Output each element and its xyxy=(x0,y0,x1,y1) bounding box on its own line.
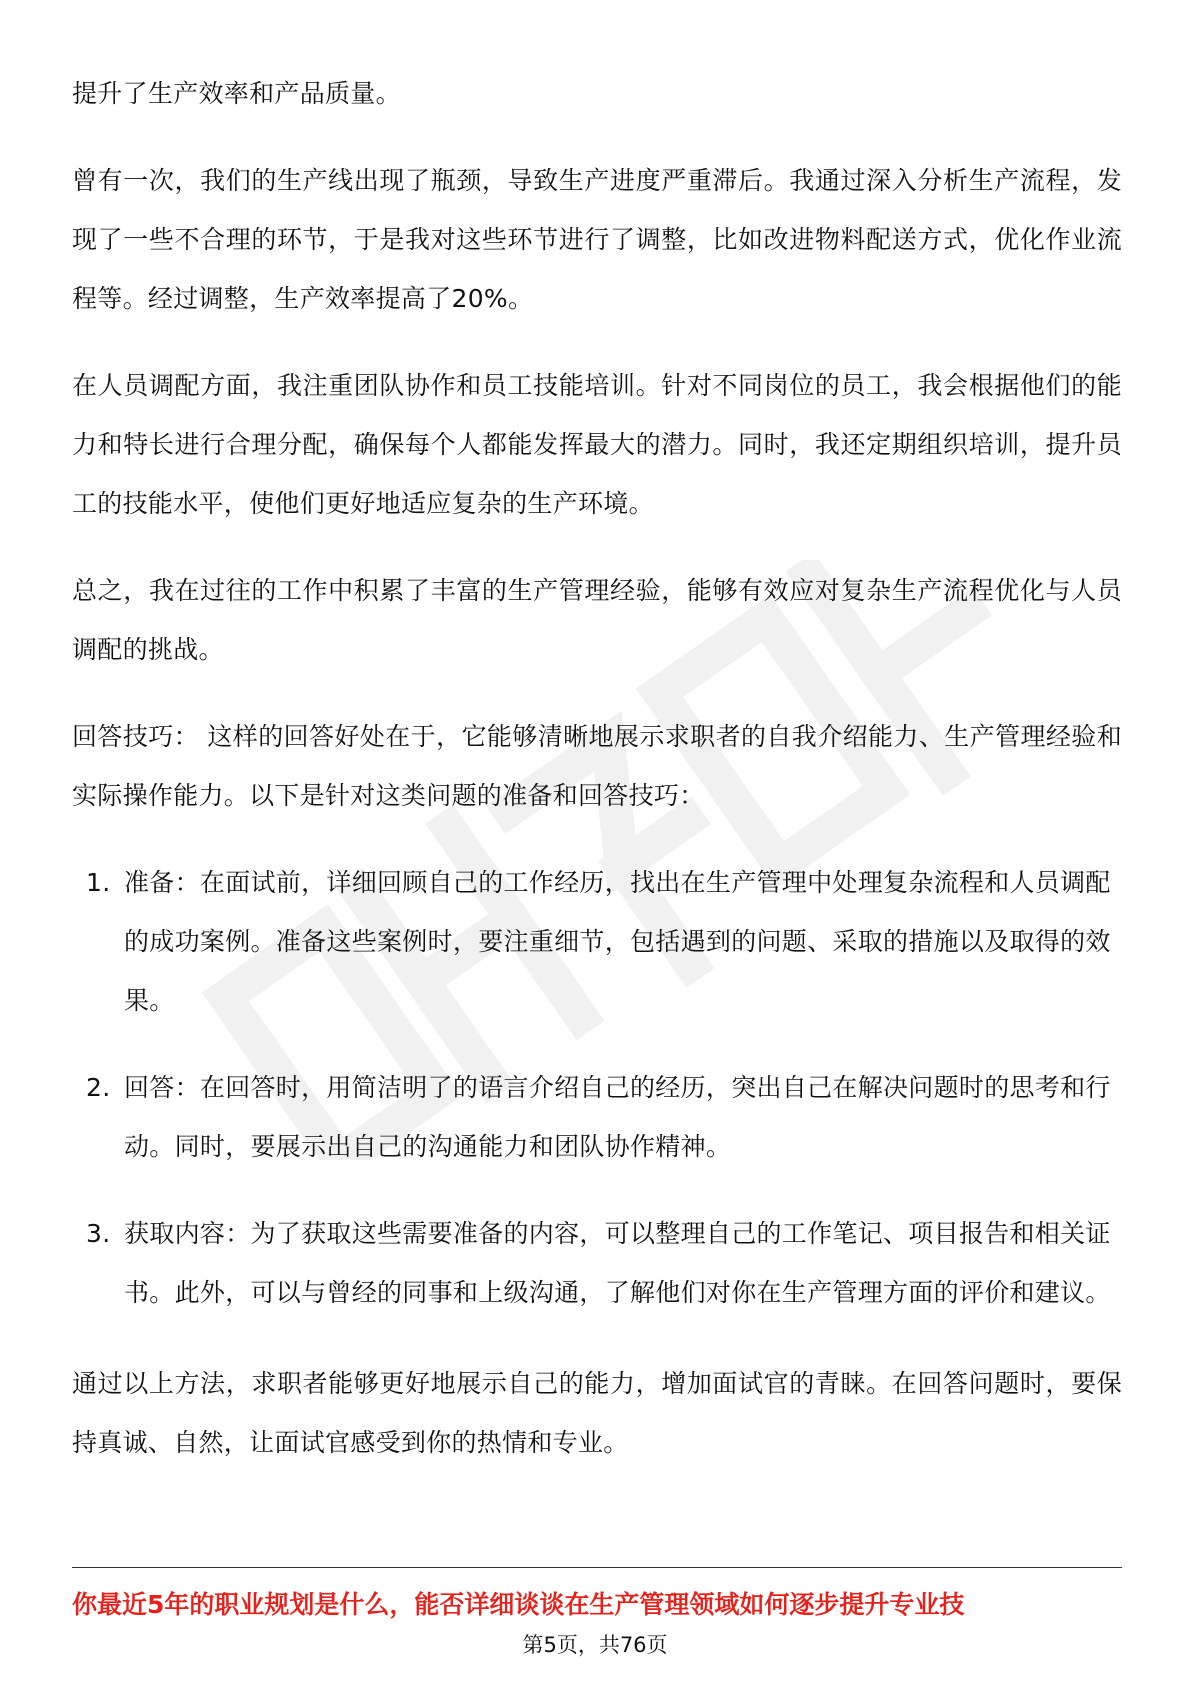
page-number: 第5页，共76页 xyxy=(522,1633,668,1657)
paragraph-staffing: 在人员调配方面，我注重团队协作和员工技能培训。针对不同岗位的员工，我会根据他们的能力和特长进行合理分配，确保每个人都能发挥最大的潜力。同时，我还定期组织培训，提升员工的技能水平，使他们更好地适应复杂的生产环境。 xyxy=(72,371,1122,518)
next-question-heading: 你最近5年的职业规划是什么，能否详细谈谈在生产管理领域如何逐步提升专业技 xyxy=(72,1590,965,1619)
tips-list xyxy=(72,853,1122,1322)
paragraph-summary: 总之，我在过往的工作中积累了丰富的生产管理经验，能够有效应对复杂生产流程优化与人员调配的挑战。 xyxy=(72,576,1122,664)
tips-list-item xyxy=(72,1058,1122,1176)
paragraph-intro-result: 提升了生产效率和产品质量。 xyxy=(72,79,401,108)
list-item-number: 3. xyxy=(86,1219,111,1248)
list-item-text: 获取内容：为了获取这些需要准备的内容，可以整理自己的工作笔记、项目报告和相关证书。此外，可以与曾经的同事和上级沟通，了解他们对你在生产管理方面的评价和建议。 xyxy=(124,1219,1111,1307)
list-item-number: 2. xyxy=(86,1073,111,1102)
tips-list-item xyxy=(72,1204,1122,1322)
list-item-text: 准备：在面试前，详细回顾自己的工作经历，找出在生产管理中处理复杂流程和人员调配的成功案例。准备这些案例时，要注重细节，包括遇到的问题、采取的措施以及取得的效果。 xyxy=(124,868,1111,1015)
paragraph-bottleneck-story: 曾有一次，我们的生产线出现了瓶颈，导致生产进度严重滞后。我通过深入分析生产流程，发现了一些不合理的环节，于是我对这些环节进行了调整，比如改进物料配送方式，优化作业流程等。经过调整，生产效率提高了20%。 xyxy=(72,166,1122,313)
list-item-text: 回答：在回答时，用简洁明了的语言介绍自己的经历，突出自己在解决问题时的思考和行动。同时，要展示出自己的沟通能力和团队协作精神。 xyxy=(124,1073,1111,1161)
footer-divider xyxy=(72,1567,1122,1568)
paragraph-closing: 通过以上方法，求职者能够更好地展示自己的能力，增加面试官的青睐。在回答问题时，要保持真诚、自然，让面试官感受到你的热情和专业。 xyxy=(72,1369,1122,1457)
list-item-number: 1. xyxy=(86,868,111,897)
paragraph-answer-tips-intro: 回答技巧： 这样的回答好处在于，它能够清晰地展示求职者的自我介绍能力、生产管理经验和实际操作能力。以下是针对这类问题的准备和回答技巧： xyxy=(72,722,1122,810)
document-body xyxy=(72,64,1122,1500)
tips-list-item xyxy=(72,853,1122,1030)
